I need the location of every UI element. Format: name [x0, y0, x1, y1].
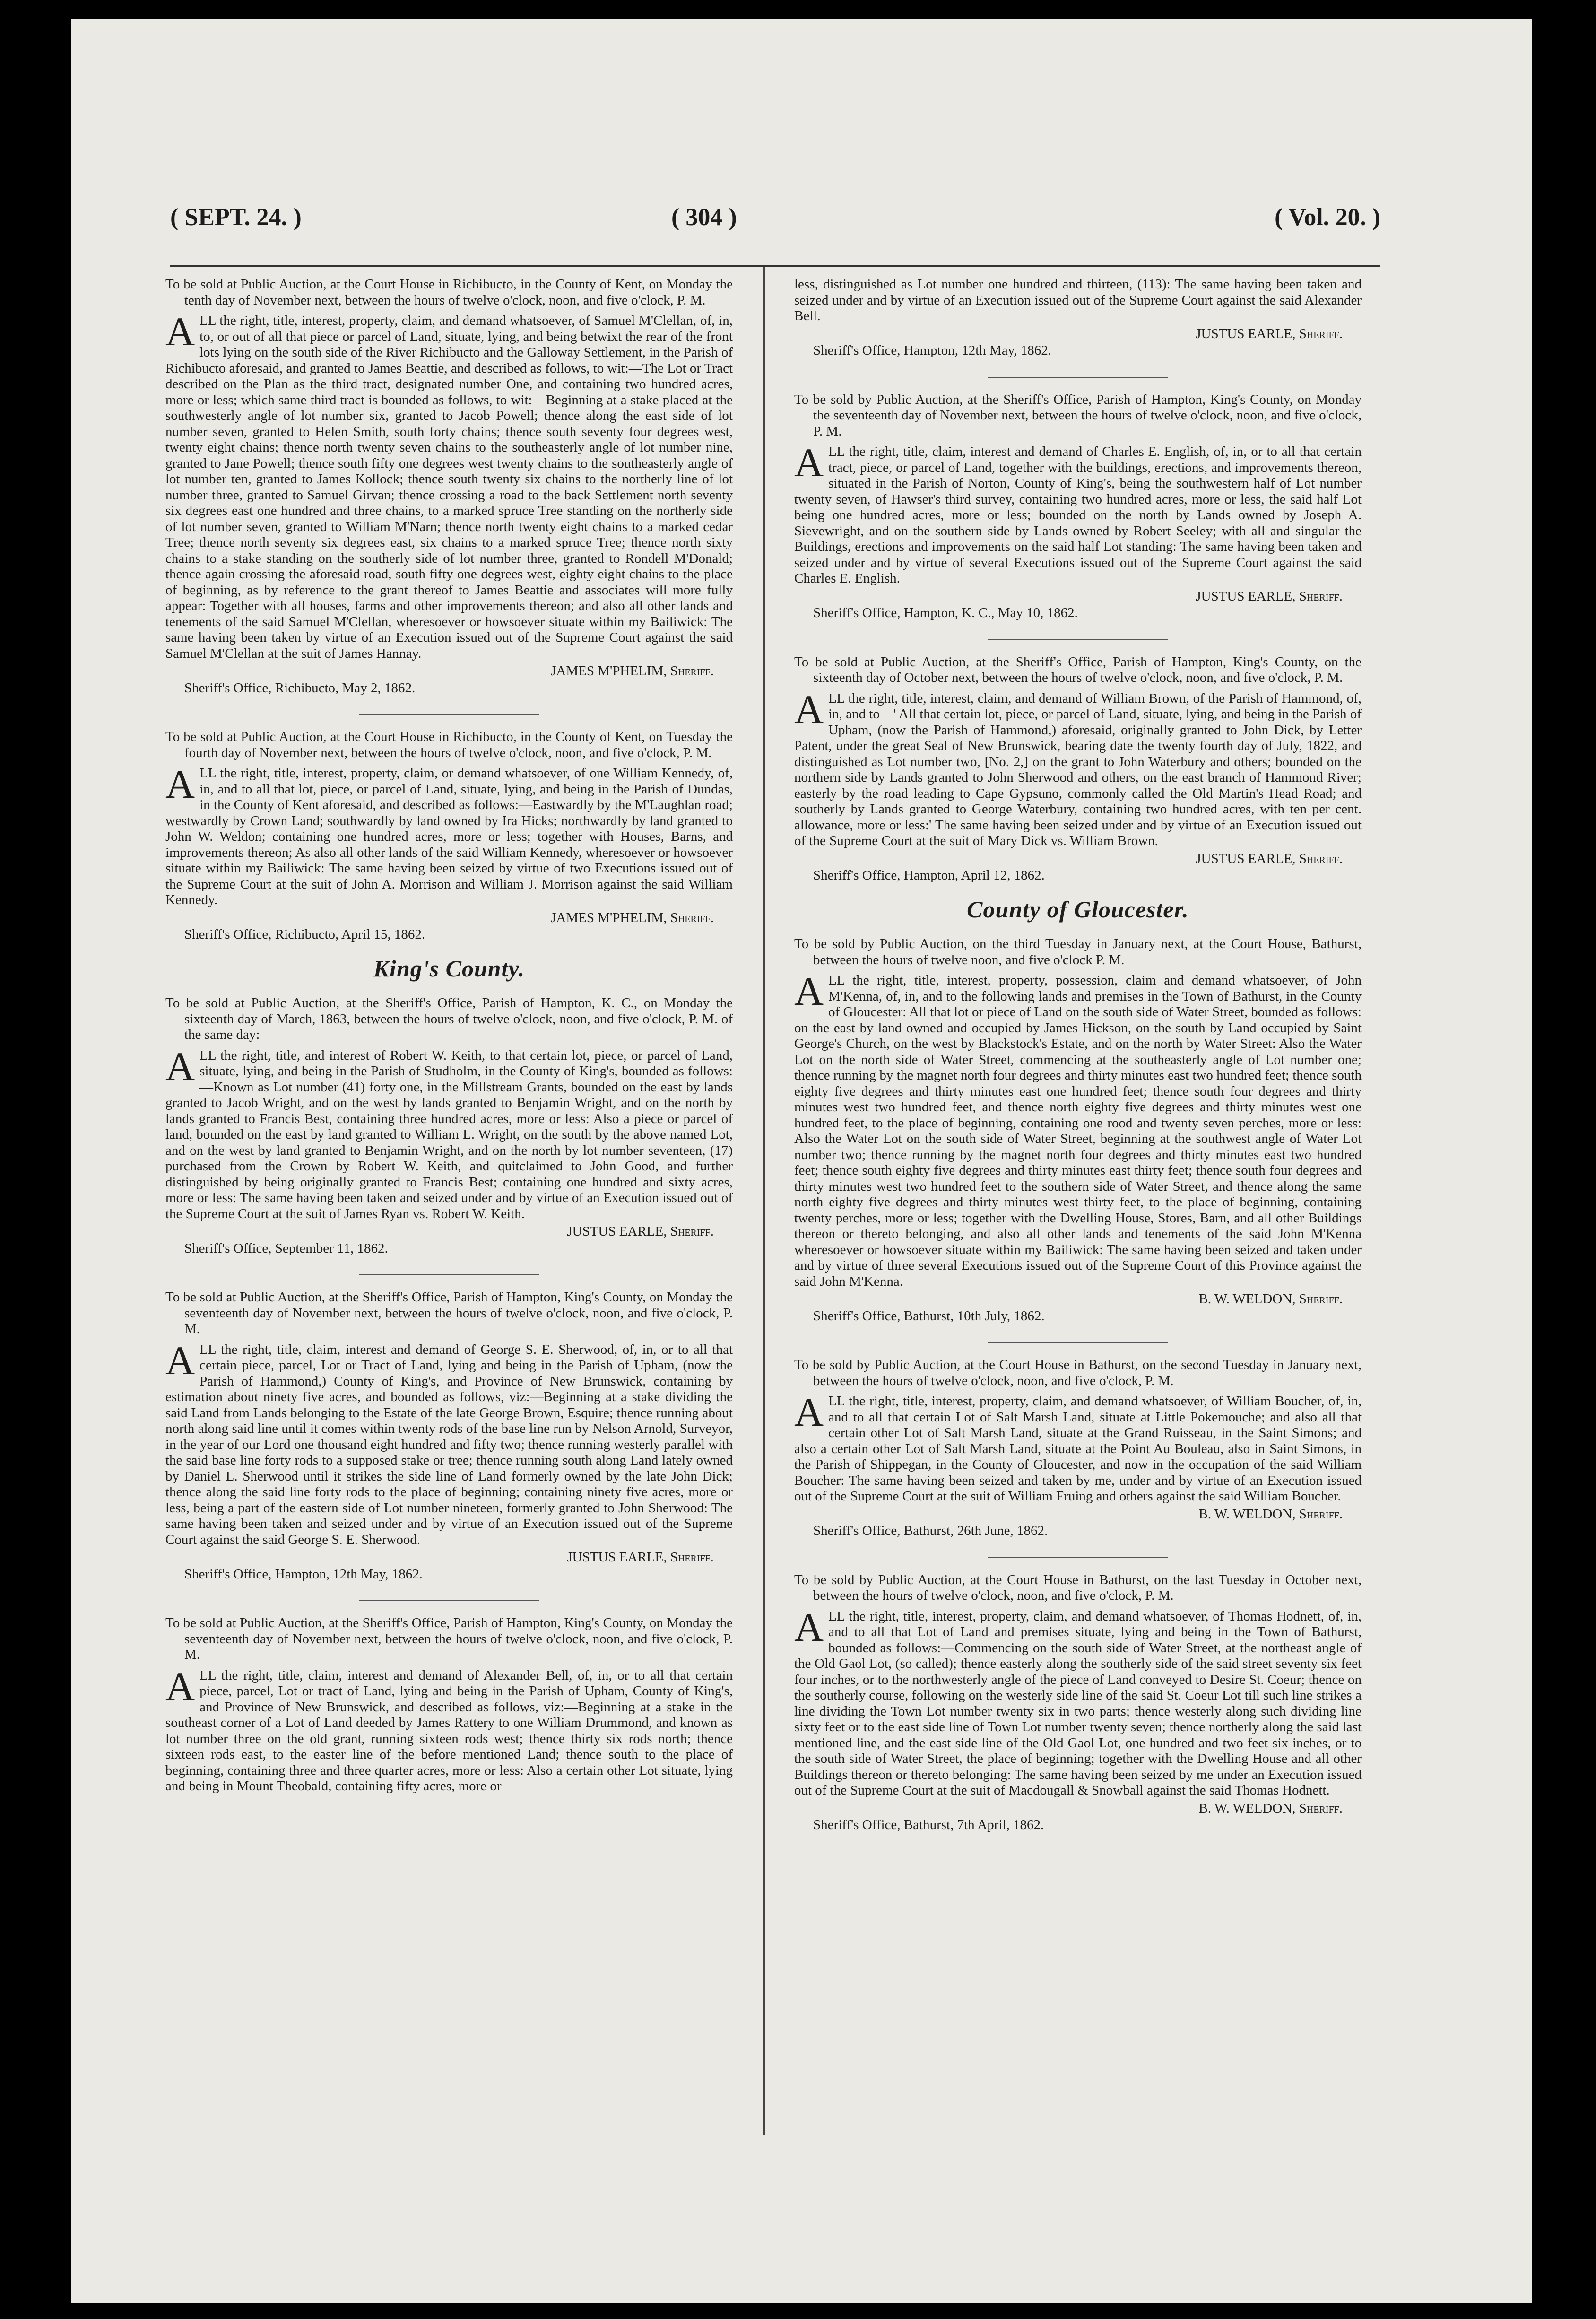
notice-intro: To be sold by Public Auction, at the Court House in Bathurst, on the second Tuesday in January next, between the hours of twelve o'clock, noon, and five o'clock, P. M. [794, 1357, 1362, 1388]
header-rule [170, 265, 1380, 267]
notice-intro: To be sold at Public Auction, at the Sheriff's Office, Parish of Hampton, King's County, on the sixteenth day of October next, between the hours of twelve o'clock, noon, and five o'clock, P. M. [794, 654, 1362, 685]
sheriff-signature: JUSTUS EARLE, Sheriff. [1196, 851, 1343, 866]
notice-body: ALL the right, title, claim, interest and demand of Alexander Bell, of, in, or to all that certain piece, parcel, Lot or tract of Land, lying and being in the Parish of Upham, County of King's, and Province of New Brunswick, and described as follows, viz:—Beginning at a stake in the southeast corner of a Lot of Land deeded by James Rattery to one William Drummond, and known as lot number three on the old grant, running sixteen rods west; thence thirty six rods north; thence sixteen rods east, to the easter line of the before mentioned Land; thence south to the place of beginning, containing three and three quarter acres, more or less: Also a certain other Lot situate, lying and being in Mount Theobald, containing fifty acres, more or [165, 1663, 733, 1794]
notice-intro: To be sold by Public Auction, on the third Tuesday in January next, at the Court House, Bathurst, between the hours of twelve noon, and five o'clock P. M. [794, 936, 1362, 968]
notice-body: ALL the right, title, interest, property, claim, and demand whatsoever, of Samuel M'Clellan, of, in, to, or out of all that piece or parcel of Land, situate, lying, and being betwixt the rear of the front lots lying on the south side of the River Richibucto and the Galloway Settlement, in the Parish of Richibucto aforesaid, and granted to James Beattie, and described as follows, to wit:—The Lot or Tract described on the Plan as the third tract, designated number One, and containing two hundred acres, more or less; which same third tract is bounded as follows, to wit:—Beginning at a stake placed at the southwesterly angle of lot number six, granted to Jacob Powell; thence along the east side of lot number seven, granted to Helen Smith, south forty chains; thence south seventy four degrees west, twenty eight chains; thence north twenty seven chains to the southeasterly angle of lot number nine, granted to Jane Powell; thence south fifty one degrees west twenty chains to the southeasterly angle of lot number ten, granted to James Kollock; thence south twenty six chains to the northerly line of lot number three, granted to Samuel Girvan; thence crossing a road to the back Settlement north seventy six degrees east one hundred and three chains, to a marked spruce Tree standing on the northerly side of lot number seven, granted to William M'Narn; thence north twenty eight chains to a marked cedar Tree; thence north seventy six degrees east, six chains to a marked spruce Tree; thence north sixty chains to a stake standing on the southerly side of lot number three, granted to Rondell M'Donald; thence again crossing the aforesaid road, south fifty one degrees west, eighty eight chains to the place of beginning, as by reference to the grant thereof to James Beattie and associates will more fully appear: Together with all houses, farms and other improvements thereon; and also all other lands and tenements of the said Samuel M'Clellan, wheresoever or howsoever situate within my Bailiwick: The same having been taken by virtue of an Execution issued out of the Supreme Court against the said Samuel M'Clellan at the suit of James Hannay. [165, 309, 733, 661]
notice-intro: To be sold at Public Auction, at the Sheriff's Office, Parish of Hampton, King's County, on Monday the seventeenth day of November next, between the hours of twelve o'clock, noon, and five o'clock, P. M. [165, 1290, 733, 1336]
notice-separator [988, 1342, 1168, 1343]
notice-body: ALL the right, title, interest, property, claim, and demand whatsoever, of William Boucher, of, in, and to all that certain Lot of Salt Marsh Land, situate at Little Pokemouche; and also all that certain other Lot of Salt Marsh Land, situate at the Grand Ruisseau, in the Saint Simons; and also a certain other Lot of Salt Marsh Land, situate at the Point Au Bouleau, also in Saint Simons, in the Parish of Shippegan, in the County of Gloucester, and now in the occupation of the said William Boucher: The same having been seized and taken by me, under and by virtue of an Execution issued out of the Supreme Court at the suit of William Fruing and others against the said William Boucher. [794, 1389, 1362, 1504]
notice-kings-brown [794, 654, 1362, 884]
notice-separator [988, 377, 1168, 378]
sheriff-office-date: Sheriff's Office, September 11, 1862. [184, 1240, 388, 1256]
notice-kings-keith [165, 995, 733, 1256]
notice-separator [359, 1600, 539, 1601]
notice-intro: To be sold at Public Auction, at the Sheriff's Office, Parish of Hampton, King's County, on Monday the seventeenth day of November next, between the hours of twelve o'clock, noon, and five o'clock, P. M. [165, 1615, 733, 1662]
notice-intro: To be sold at Public Auction, at the Court House in Richibucto, in the County of Kent, on Monday the tenth day of November next, between the hours of twelve o'clock, noon, and five o'clock, P. M. [165, 277, 733, 308]
county-heading-kings: King's County. [373, 955, 525, 982]
sheriff-office-date: Sheriff's Office, Bathurst, 26th June, 1862. [813, 1523, 1048, 1538]
sheriff-office-date: Sheriff's Office, Hampton, K. C., May 10, 1862. [813, 605, 1078, 620]
sheriff-office-date: Sheriff's Office, Hampton, 12th May, 1862. [184, 1566, 423, 1582]
sheriff-signature: B. W. WELDON, Sheriff. [1198, 1800, 1343, 1816]
notice-body: ALL the right, title, claim, interest and demand of George S. E. Sherwood, of, in, or to all that certain piece, parcel, Lot or Tract of Land, lying and being in the Parish of Upham, (now the Parish of Hammond,) County of King's, and Province of New Brunswick, containing by estimation about ninety five acres, and bounded as follows, viz:—Beginning at a stake dividing the said Land from Lands belonging to the Estate of the late George Brown, Esquire; thence running about north along said line until it comes within twenty rods of the base line run by Nelson Arnold, Surveyor, in the year of our Lord one thousand eight hundred and fifty two; thence running westerly parallel with the said base line forty rods to a supposed stake or tree; thence running south along Land lately owned by Daniel L. Sherwood until it strikes the side line of Land formerly owned by the late John Dick; thence along the said line forty rods to the place of beginning; containing ninety five acres, more or less, being a part of the eastern side of Lot number nineteen, formerly granted to John Sherwood: The same having been taken and seized under and by virtue of an Execution issued out of the Supreme Court against the said George S. E. Sherwood. [165, 1337, 733, 1547]
sheriff-signature: B. W. WELDON, Sheriff. [1198, 1506, 1343, 1522]
sheriff-signature: JUSTUS EARLE, Sheriff. [567, 1550, 714, 1565]
notice-body: ALL the right, title, interest, property, claim, or demand whatsoever, of one William Kennedy, of, in, and to all that lot, piece, or parcel of Land, situate, lying, and being in the Parish of Dundas, in the County of Kent aforesaid, and described as follows:—Eastwardly by the M'Laughlan road; westwardly by Crown Land; southwardly by land owned by Ira Hicks; northwardly by land granted to John W. Weldon; containing one hundred acres, more or less; together with Houses, Barns, and improvements thereon; As also all other lands of the said William Kennedy, wheresoever or howsoever situate within my Bailiwick: The same having been seized by virtue of two Executions issued out of the Supreme Court at the suit of John A. Morrison and William J. Morrison against the said William Kennedy. [165, 761, 733, 907]
page-header [170, 203, 1380, 251]
notice-separator [359, 1274, 539, 1275]
notice-body: ALL the right, title, interest, property, possession, claim and demand whatsoever, of John M'Kenna, of, in, and to the following lands and premises in the Town of Bathurst, in the County of Gloucester: All that lot or piece of Land on the south side of Water Street, bounded as follows: on the east by land owned and occupied by James Hickson, on the south by Land occupied by Saint George's Church, on the west by Blackstock's Estate, and on the north by Water Street: Also the Water Lot on the north side of Water Street, commencing at the southeasterly angle of Lot number one; thence running by the magnet north four degrees and thirty minutes east two hundred feet; thence south eighty five degrees and thirty minutes east one hundred feet; thence south four degrees and thirty minutes west two hundred feet, and thence north eighty five degrees and thirty minutes west one hundred feet, to the place of beginning, containing one rood and twenty seven perches, more or less: Also the Water Lot on the south side of Water Street, beginning at the southwest angle of Water Lot number two; thence running by the magnet north four degrees and thirty minutes east two hundred feet; thence south eighty five degrees and thirty minutes east thirty feet; thence south four degrees and thirty minutes west two hundred feet to the southern side of Water Street, and thence along the same north eighty five degrees and thirty minutes west thirty feet, to the place of beginning, containing twenty perches, more or less; together with the Dwelling House, Stores, Barn, and all other Buildings thereon or thereto belonging, and also all other lands and tenements of the said John M'Kenna wheresoever or howsoever situate within my Bailiwick: The same having been seized and taken under and by virtue of three several Executions issued out of the Supreme Court of this Province against the said John M'Kenna. [794, 968, 1362, 1289]
sheriff-office-date: Sheriff's Office, Richibucto, May 2, 1862. [184, 680, 416, 696]
notice-body: ALL the right, title, interest, property, claim, and demand whatsoever, of Thomas Hodnett, of, in, and to all that Lot of Land and premises situate, lying and being in the Town of Bathurst, bounded as follows:—Commencing on the south side of Water Street, at the northeast angle of the Old Gaol Lot, (so called); thence easterly along the southerly side of the said street seventy six feet four inches, or to the northwesterly angle of the piece of Land conveyed to Desire St. Coeur; thence on the southerly course, following on the westerly side line of the said St. Coeur Lot till such line strikes a line dividing the Town Lot number twenty six in two parts; thence westerly along such dividing line sixty feet or to the east side line of Town Lot number twenty seven; thence northerly along the said last mentioned line, and the east side line of the Old Gaol Lot, one hundred and two feet six inches, or to the south side of Water Street, the place of beginning; together with the Dwelling House and all other Buildings thereon or thereto belonging: The same having been seized by me under an Execution issued out of the Supreme Court at the suit of Macdougall & Snowball against the said Thomas Hodnett. [794, 1604, 1362, 1798]
sheriff-signature: JUSTUS EARLE, Sheriff. [567, 1224, 714, 1239]
notice-intro: To be sold at Public Auction, at the Court House in Richibucto, in the County of Kent, on Tuesday the fourth day of November next, between the hours of twelve o'clock, noon, and five o'clock, P. M. [165, 729, 733, 760]
sheriff-signature: JUSTUS EARLE, Sheriff. [1196, 326, 1343, 341]
notice-intro: To be sold by Public Auction, at the Court House in Bathurst, on the last Tuesday in October next, between the hours of twelve o'clock, noon, and five o'clock, P. M. [794, 1572, 1362, 1603]
sheriff-office-date: Sheriff's Office, Bathurst, 7th April, 1862. [813, 1817, 1044, 1832]
notice-separator [988, 1557, 1168, 1558]
sheriff-signature: B. W. WELDON, Sheriff. [1198, 1291, 1343, 1307]
sheriff-signature: JAMES M'PHELIM, Sheriff. [551, 663, 714, 679]
sheriff-signature: JAMES M'PHELIM, Sheriff. [551, 910, 714, 925]
column-divider [763, 267, 765, 2135]
notice-gloucester-boucher [794, 1357, 1362, 1539]
notice-kent-mcclellan [165, 277, 733, 696]
notice-separator [359, 714, 539, 715]
notice-gloucester-hodnett [794, 1572, 1362, 1833]
sheriff-office-date: Sheriff's Office, Richibucto, April 15, 1862. [184, 927, 425, 942]
header-page-number: ( 304 ) [671, 204, 737, 231]
notice-kent-kennedy [165, 729, 733, 943]
notice-body-continued: less, distinguished as Lot number one hundred and thirteen, (113): The same having been taken and seized under and by virtue of an Execution issued out of the Supreme Court against the said Alexander Bell. [794, 277, 1362, 323]
notice-kings-english [794, 392, 1362, 621]
county-heading-gloucester: County of Gloucester. [967, 896, 1189, 923]
header-volume: ( Vol. 20. ) [1275, 204, 1380, 231]
notice-intro: To be sold at Public Auction, at the Sheriff's Office, Parish of Hampton, K. C., on Monday the sixteenth day of March, 1863, between the hours of twelve o'clock, noon, and five o'clock, P. M. of the same day: [165, 995, 733, 1042]
newspaper-page [71, 19, 1532, 2303]
notice-kings-bell-continued [794, 277, 1362, 359]
notice-kings-sherwood [165, 1290, 733, 1582]
header-date: ( SEPT. 24. ) [170, 204, 302, 231]
right-column [794, 277, 1362, 2145]
notice-intro: To be sold by Public Auction, at the Sheriff's Office, Parish of Hampton, King's County, on Monday the seventeenth day of November next, between the hours of twelve o'clock, noon, and five o'clock, P. M. [794, 392, 1362, 439]
notice-separator [988, 639, 1168, 640]
notice-gloucester-mckenna [794, 936, 1362, 1324]
sheriff-signature: JUSTUS EARLE, Sheriff. [1196, 588, 1343, 604]
sheriff-office-date: Sheriff's Office, Hampton, 12th May, 1862. [813, 343, 1052, 358]
notice-body: ALL the right, title, interest, claim, and demand of William Brown, of the Parish of Hammond, of, in, and to—' All that certain lot, piece, or parcel of Land, situate, lying, and being in the Parish of Upham, (now the Parish of Hammond,) aforesaid, originally granted to John Dick, by Letter Patent, under the great Seal of New Brunswick, bearing date the twenty fourth day of July, 1822, and distinguished as Lot number two, [No. 2,] on the grant to John Waterbury and others; bounded on the northern side by Lands granted to John Sherwood and others, on the east branch of Hammond River; easterly by the road leading to Cape Gypsuno, commonly called the Old Martin's Head Road; and southerly by Lands granted to George Waterbury, containing two hundred acres, with ten per cent. allowance, more or less:' The same having been seized under and by virtue of an Execution issued out of the Supreme Court at the suit of Mary Dick vs. William Brown. [794, 686, 1362, 848]
notice-body: ALL the right, title, claim, interest and demand of Charles E. English, of, in, or to all that certain tract, piece, or parcel of Land, together with the buildings, erections, and improvements thereon, situated in the Parish of Norton, County of King's, being the southwestern half of Lot number twenty seven, of Hawser's third survey, containing two hundred acres, more or less, the said half Lot being one hundred acres, more or less; bounded on the north by Lands owned by Joseph A. Sievewright, and on the southern side by Lands owned by Robert Seeley; with all and singular the Buildings, erections and improvements on the said half Lot standing: The same having been taken and seized under and by virtue of several Executions issued out of the Supreme Court against the said Charles E. English. [794, 440, 1362, 586]
notice-body: ALL the right, title, and interest of Robert W. Keith, to that certain lot, piece, or parcel of Land, situate, lying, and being in the Parish of Studholm, in the County of King's, bounded as follows:—Known as Lot number (41) forty one, in the Millstream Grants, bounded on the east by lands granted to Jacob Wright, and on the west by lands granted to Benjamin Wright, and on the north by lands granted to Francis Best, containing three hundred acres, more or less: Also a piece or parcel of land, bounded on the east by land granted to William L. Wright, on the south by the above named Lot, and on the west by land granted to Benjamin Wright, and on the north by lot number seventeen, (17) purchased from the Crown by Robert W. Keith, and quitclaimed to John Good, and further distinguished by being originally granted to Francis Best; containing one hundred and sixty acres, more or less: The same having been taken and seized under and by virtue of an Execution issued out of the Supreme Court at the suit of James Ryan vs. Robert W. Keith. [165, 1043, 733, 1221]
sheriff-office-date: Sheriff's Office, Hampton, April 12, 1862. [813, 868, 1045, 883]
sheriff-office-date: Sheriff's Office, Bathurst, 10th July, 1862. [813, 1308, 1045, 1324]
left-column [165, 277, 733, 2145]
notice-kings-bell [165, 1615, 733, 1795]
